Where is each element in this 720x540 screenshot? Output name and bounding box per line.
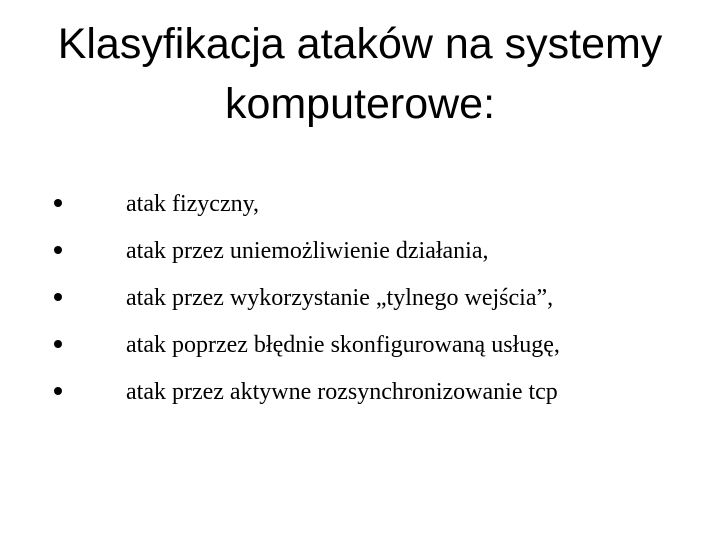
bullet-dot-icon: [54, 340, 62, 348]
list-item: [0, 321, 720, 368]
list-item: [0, 180, 720, 227]
bullet-text: atak poprzez błędnie skonfigurowaną usługę,: [126, 332, 560, 358]
list-item: [0, 368, 720, 415]
bullet-dot-icon: [54, 293, 62, 301]
slide-title: [40, 14, 680, 134]
title-line-1: Klasyfikacja ataków na systemy: [57, 20, 663, 68]
bullet-text: atak przez uniemożliwienie działania,: [126, 238, 489, 264]
bullet-dot-icon: [54, 246, 62, 254]
list-item: [0, 274, 720, 321]
title-line-2: komputerowe:: [224, 80, 496, 128]
bullet-list: [0, 180, 720, 415]
bullet-dot-icon: [54, 199, 62, 207]
bullet-text: atak przez wykorzystanie „tylnego wejścia”,: [126, 285, 554, 311]
bullet-text: atak przez aktywne rozsynchronizowanie tcp: [126, 379, 558, 405]
list-item: [0, 227, 720, 274]
bullet-text: atak fizyczny,: [126, 191, 260, 217]
bullet-dot-icon: [54, 387, 62, 395]
